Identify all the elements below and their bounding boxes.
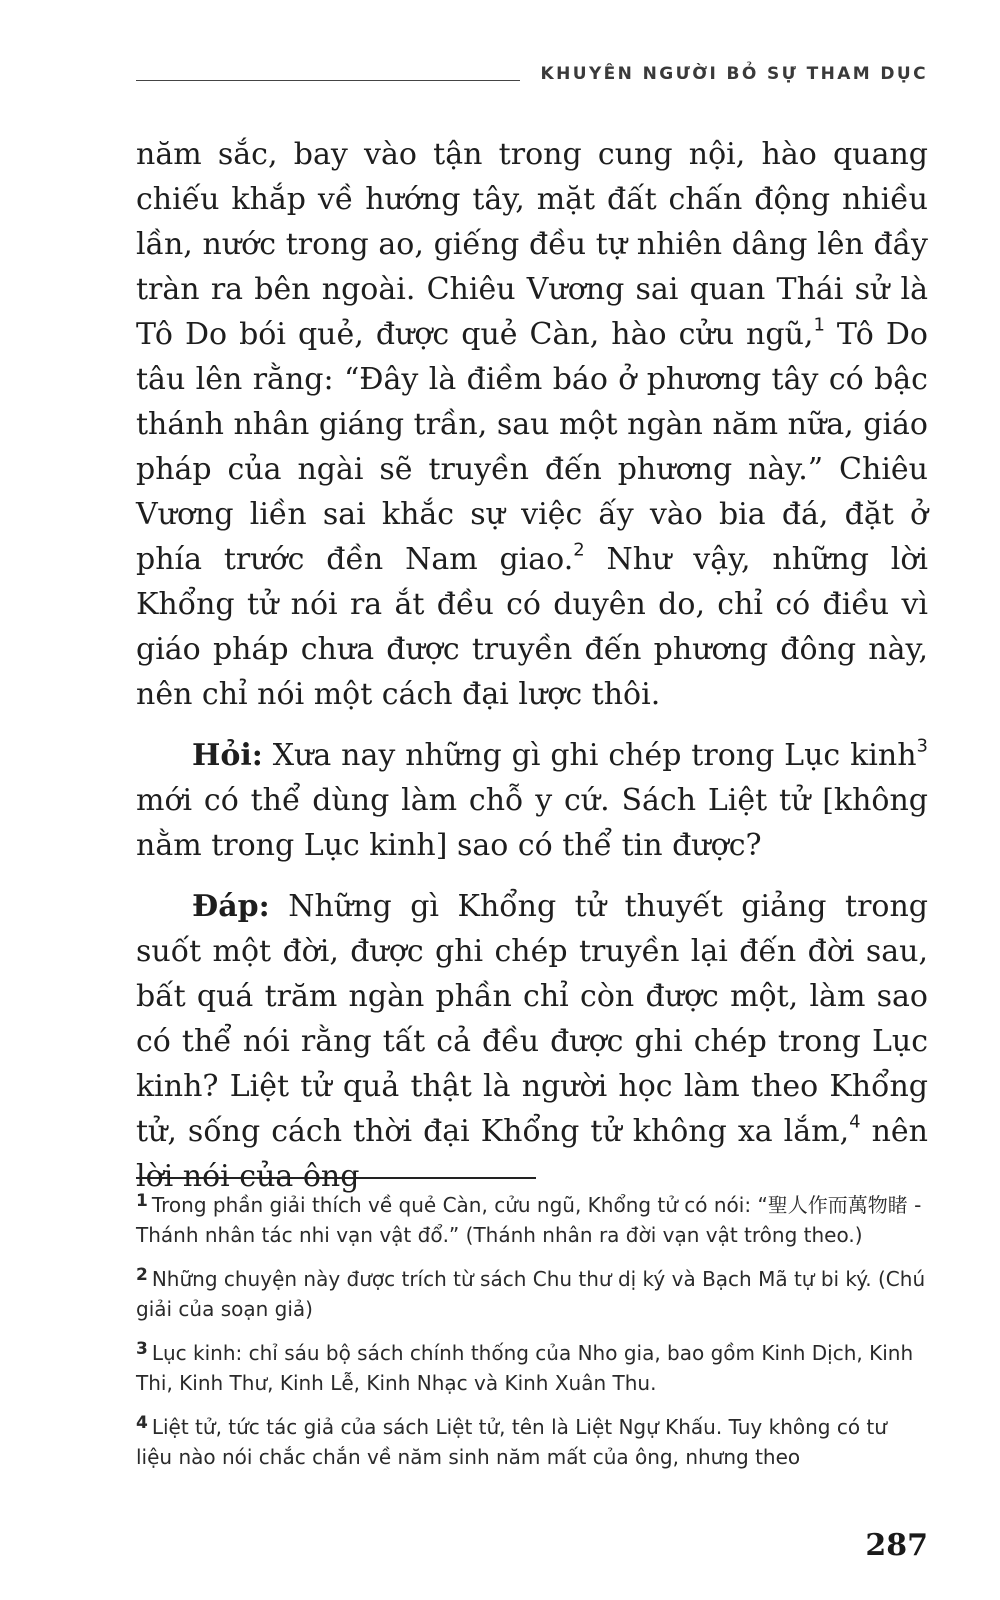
question-text-b: mới có thể dùng làm chỗ y cứ. Sách Liệt tử [không nằm trong Lục kinh] sao có thể tin được? <box>136 783 928 863</box>
question-text-a: Xưa nay những gì ghi chép trong Lục kinh <box>262 738 917 773</box>
question-label: Hỏi: <box>192 738 263 773</box>
footnote-text: Lục kinh: chỉ sáu bộ sách chính thống của Nho gia, bao gồm Kinh Dịch, Kinh Thi, Kinh Thư, Kinh Lễ, Kinh Nhạc và Kinh Xuân Thu. <box>136 1341 914 1395</box>
answer-text-b: nên lời nói của ông <box>136 1114 928 1194</box>
footnote-number: 1 <box>136 1191 148 1211</box>
footnote-number: 4 <box>136 1413 148 1433</box>
paragraph-1 <box>136 132 928 717</box>
paragraph-answer <box>136 884 928 1199</box>
footnotes <box>136 1186 928 1482</box>
footnote-ref-1[interactable]: 1 <box>813 314 825 336</box>
header-rule <box>136 80 520 81</box>
answer-text-a: Những gì Khổng tử thuyết giảng trong suốt một đời, được ghi chép truyền lại đến đời sau, bất quá trăm ngàn phần chỉ còn được một, làm sao có thể nói rằng tất cả đều được ghi chép trong Lục kinh? Liệt tử quả thật là người học làm theo Khổng tử, sống cách thời đại Khổng tử không xa lắm, <box>136 889 928 1149</box>
footnote-1 <box>136 1186 928 1250</box>
footnote-number: 3 <box>136 1339 148 1359</box>
paragraph-question <box>136 733 928 868</box>
paragraph-1-part-a: năm sắc, bay vào tận trong cung nội, hào quang chiếu khắp về hướng tây, mặt đất chấn động nhiều lần, nước trong ao, giếng đều tự nhiên dâng lên đầy tràn ra bên ngoài. Chiêu Vương sai quan Thái sử là Tô Do bói quẻ, được quẻ Càn, hào cửu ngũ, <box>136 137 928 352</box>
running-header <box>136 58 928 92</box>
footnote-ref-4[interactable]: 4 <box>849 1111 861 1133</box>
body-text <box>136 132 928 1215</box>
running-title: KHUYÊN NGƯỜI BỎ SỰ THAM DỤC <box>540 64 928 84</box>
answer-label: Đáp: <box>192 889 270 924</box>
footnote-ref-2[interactable]: 2 <box>573 539 585 561</box>
paragraph-1-part-b: Tô Do tâu lên rằng: “Đây là điềm báo ở phương tây có bậc thánh nhân giáng trần, sau một ngàn năm nữa, giáo pháp của ngài sẽ truyền đến phương này.” Chiêu Vương liền sai khắc sự việc ấy vào bia đá, đặt ở phía trước đền Nam giao. <box>136 317 928 577</box>
footnote-rule <box>136 1177 536 1179</box>
footnote-2 <box>136 1260 928 1324</box>
footnote-3 <box>136 1334 928 1398</box>
footnote-text: Những chuyện này được trích từ sách Chu thư dị ký và Bạch Mã tự bi ký. (Chú giải của soạn giả) <box>136 1267 926 1321</box>
footnote-text: Trong phần giải thích về quẻ Càn, cửu ngũ, Khổng tử có nói: “聖人作而萬物睹 - Thánh nhân tác nhi vạn vật đổ.” (Thánh nhân ra đời vạn vật trông theo.) <box>136 1193 922 1247</box>
page-number: 287 <box>865 1528 928 1563</box>
paragraph-1-part-c: Như vậy, những lời Khổng tử nói ra ắt đều có duyên do, chỉ có điều vì giáo pháp chưa được truyền đến phương đông này, nên chỉ nói một cách đại lược thôi. <box>136 542 928 712</box>
footnote-ref-3[interactable]: 3 <box>916 735 928 757</box>
footnote-4 <box>136 1408 928 1472</box>
footnote-text: Liệt tử, tức tác giả của sách Liệt tử, tên là Liệt Ngự Khấu. Tuy không có tư liệu nào nói chắc chắn về năm sinh năm mất của ông, nhưng theo <box>136 1415 887 1469</box>
footnote-number: 2 <box>136 1265 148 1285</box>
